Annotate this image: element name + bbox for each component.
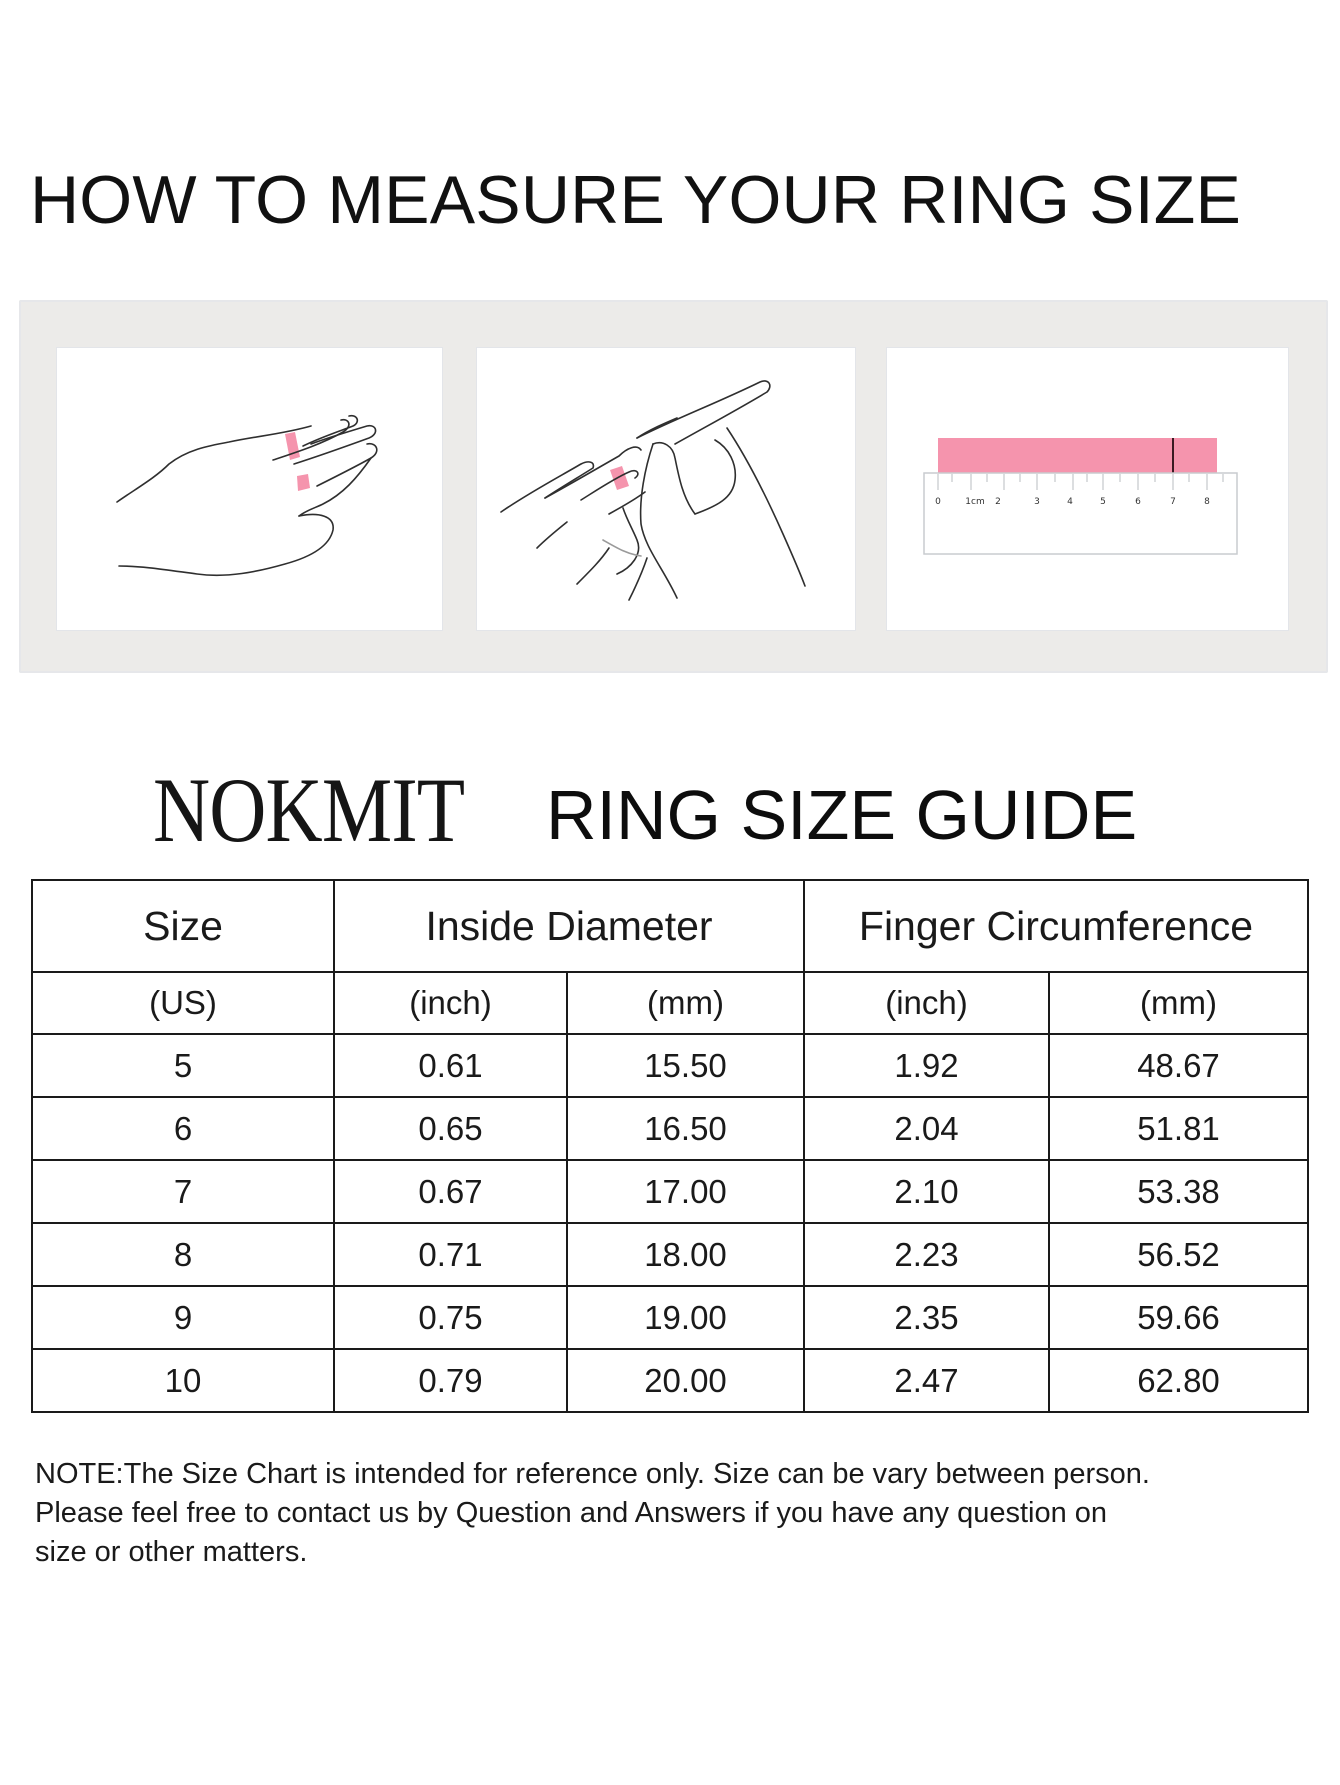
table-row — [32, 1286, 1308, 1349]
cell-size: 8 — [32, 1223, 334, 1286]
cell-circumference-inch: 2.04 — [804, 1097, 1049, 1160]
measurement-steps-frame — [19, 300, 1328, 673]
svg-text:3: 3 — [1034, 497, 1040, 507]
cell-circumference-mm: 56.52 — [1049, 1223, 1308, 1286]
header-inside-diameter: Inside Diameter — [334, 880, 804, 972]
cell-diameter-inch: 0.61 — [334, 1034, 567, 1097]
cell-diameter-inch: 0.71 — [334, 1223, 567, 1286]
hand-with-paper-strip-icon — [57, 348, 442, 630]
cell-diameter-inch: 0.67 — [334, 1160, 567, 1223]
table-row — [32, 1223, 1308, 1286]
cell-diameter-mm: 20.00 — [567, 1349, 804, 1412]
cell-diameter-mm: 19.00 — [567, 1286, 804, 1349]
cell-circumference-mm: 48.67 — [1049, 1034, 1308, 1097]
table-row — [32, 1349, 1308, 1412]
svg-text:7: 7 — [1170, 497, 1176, 507]
svg-text:2: 2 — [995, 497, 1001, 507]
unit-diameter-inch: (inch) — [334, 972, 567, 1034]
cell-diameter-mm: 16.50 — [567, 1097, 804, 1160]
step-panel-measure-ruler — [887, 348, 1288, 630]
note-line: Please feel free to contact us by Question and Answers if you have any question on — [35, 1497, 1108, 1529]
ring-size-table — [31, 879, 1309, 1413]
paper-strip — [938, 438, 1217, 475]
cell-circumference-mm: 62.80 — [1049, 1349, 1308, 1412]
cell-circumference-inch: 1.92 — [804, 1034, 1049, 1097]
header-finger-circumference: Finger Circumference — [804, 880, 1308, 972]
unit-size: (US) — [32, 972, 334, 1034]
table-row — [32, 1034, 1308, 1097]
cell-diameter-mm: 15.50 — [567, 1034, 804, 1097]
table-row — [32, 1097, 1308, 1160]
disclaimer-note — [35, 1455, 1325, 1572]
cell-diameter-mm: 17.00 — [567, 1160, 804, 1223]
cell-circumference-mm: 51.81 — [1049, 1097, 1308, 1160]
svg-text:5: 5 — [1100, 497, 1106, 507]
cell-size: 7 — [32, 1160, 334, 1223]
cell-size: 5 — [32, 1034, 334, 1097]
note-line: NOTE:The Size Chart is intended for reference only. Size can be vary between person. — [35, 1458, 1150, 1490]
table-units-row — [32, 972, 1308, 1034]
svg-text:4: 4 — [1067, 497, 1073, 507]
unit-circumference-mm: (mm) — [1049, 972, 1308, 1034]
step-panel-mark-with-pen — [477, 348, 855, 630]
svg-text:1cm: 1cm — [965, 497, 985, 507]
hand-holding-pen-icon — [477, 348, 855, 630]
table-row — [32, 1160, 1308, 1223]
brand-logo: NOKMIT — [153, 759, 465, 861]
cell-circumference-mm: 59.66 — [1049, 1286, 1308, 1349]
ruler-measure-icon — [887, 348, 1288, 630]
cell-circumference-inch: 2.10 — [804, 1160, 1049, 1223]
cell-circumference-inch: 2.35 — [804, 1286, 1049, 1349]
note-line: size or other matters. — [35, 1536, 308, 1568]
cell-diameter-inch: 0.79 — [334, 1349, 567, 1412]
svg-text:0: 0 — [935, 497, 941, 507]
cell-diameter-mm: 18.00 — [567, 1223, 804, 1286]
cell-size: 9 — [32, 1286, 334, 1349]
table-header-row — [32, 880, 1308, 972]
cell-size: 10 — [32, 1349, 334, 1412]
page-title: HOW TO MEASURE YOUR RING SIZE — [30, 162, 1242, 238]
cell-circumference-mm: 53.38 — [1049, 1160, 1308, 1223]
cell-circumference-inch: 2.23 — [804, 1223, 1049, 1286]
svg-text:8: 8 — [1204, 497, 1210, 507]
step-panel-wrap-finger — [57, 348, 442, 630]
cell-diameter-inch: 0.75 — [334, 1286, 567, 1349]
unit-circumference-inch: (inch) — [804, 972, 1049, 1034]
cell-size: 6 — [32, 1097, 334, 1160]
cell-circumference-inch: 2.47 — [804, 1349, 1049, 1412]
cell-diameter-inch: 0.65 — [334, 1097, 567, 1160]
guide-title: RING SIZE GUIDE — [546, 776, 1138, 854]
guide-header — [0, 760, 1340, 860]
svg-text:6: 6 — [1135, 497, 1141, 507]
header-size: Size — [32, 880, 334, 972]
unit-diameter-mm: (mm) — [567, 972, 804, 1034]
